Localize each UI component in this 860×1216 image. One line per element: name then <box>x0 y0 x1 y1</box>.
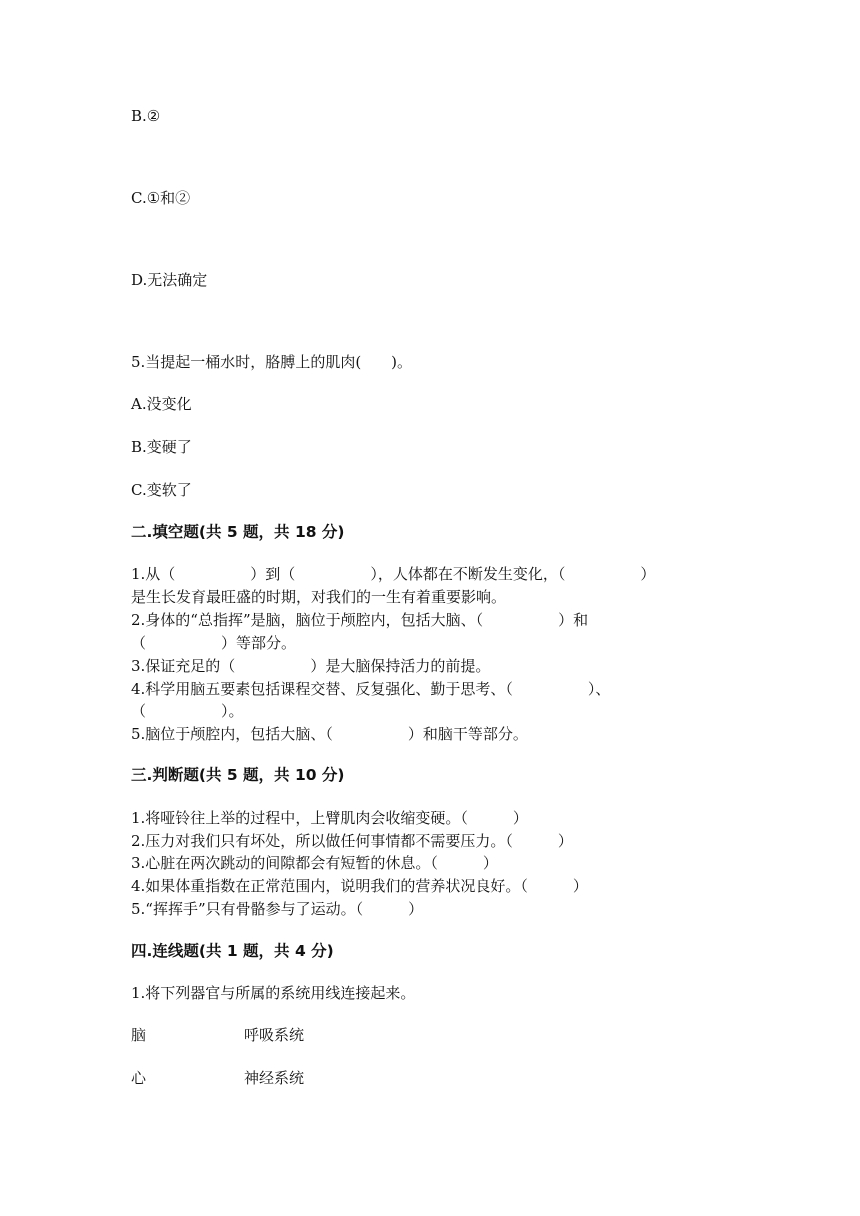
judge-line-5: 5.“挥挥手”只有骨骼参与了运动。（ ） <box>131 900 424 918</box>
fill-line-8: 5.脑位于颅腔内，包括大脑、（ ）和脑干等部分。 <box>131 725 528 743</box>
section2-heading: 二.填空题(共 5 题，共 18 分) <box>131 523 345 541</box>
q5-stem: 5.当提起一桶水时，胳膊上的肌肉( )。 <box>131 353 413 371</box>
fill-line-1: 1.从（ ）到（ ），人体都在不断发生变化，（ ） <box>131 565 656 583</box>
fill-line-5: 3.保证充足的（ ）是大脑保持活力的前提。 <box>131 657 491 675</box>
fill-line-2: 是生长发育最旺盛的时期，对我们的一生有着重要影响。 <box>131 588 507 606</box>
fill-line-6: 4.科学用脑五要素包括课程交替、反复强化、勤于思考、（ ）、 <box>131 680 611 698</box>
section3-heading: 三.判断题(共 5 题，共 10 分) <box>131 766 345 784</box>
q4-option-b: B.② <box>131 107 161 125</box>
match-system-1: 呼吸系统 <box>244 1026 305 1044</box>
q5-option-a: A.没变化 <box>131 395 192 413</box>
match-instruction: 1.将下列器官与所属的系统用线连接起来。 <box>131 984 416 1002</box>
q5-option-c: C.变软了 <box>131 481 192 499</box>
fill-line-7: （ ）。 <box>131 702 244 720</box>
q5-option-b: B.变硬了 <box>131 438 192 456</box>
section4-heading: 四.连线题(共 1 题，共 4 分) <box>131 942 334 960</box>
q4-option-c: C.①和② <box>131 189 191 207</box>
judge-line-4: 4.如果体重指数在正常范围内，说明我们的营养状况良好。（ ） <box>131 877 588 895</box>
judge-line-3: 3.心脏在两次跳动的间隙都会有短暂的休息。（ ） <box>131 854 498 872</box>
match-organ-1: 脑 <box>131 1026 147 1044</box>
judge-line-2: 2.压力对我们只有坏处，所以做任何事情都不需要压力。（ ） <box>131 832 573 850</box>
fill-line-4: （ ）等部分。 <box>131 634 297 652</box>
match-system-2: 神经系统 <box>244 1069 305 1087</box>
q4-option-d: D.无法确定 <box>131 271 208 289</box>
match-organ-2: 心 <box>131 1069 147 1087</box>
fill-line-3: 2.身体的“总指挥”是脑，脑位于颅腔内，包括大脑、（ ）和 <box>131 611 589 629</box>
judge-line-1: 1.将哑铃往上举的过程中，上臂肌肉会收缩变硬。（ ） <box>131 809 528 827</box>
